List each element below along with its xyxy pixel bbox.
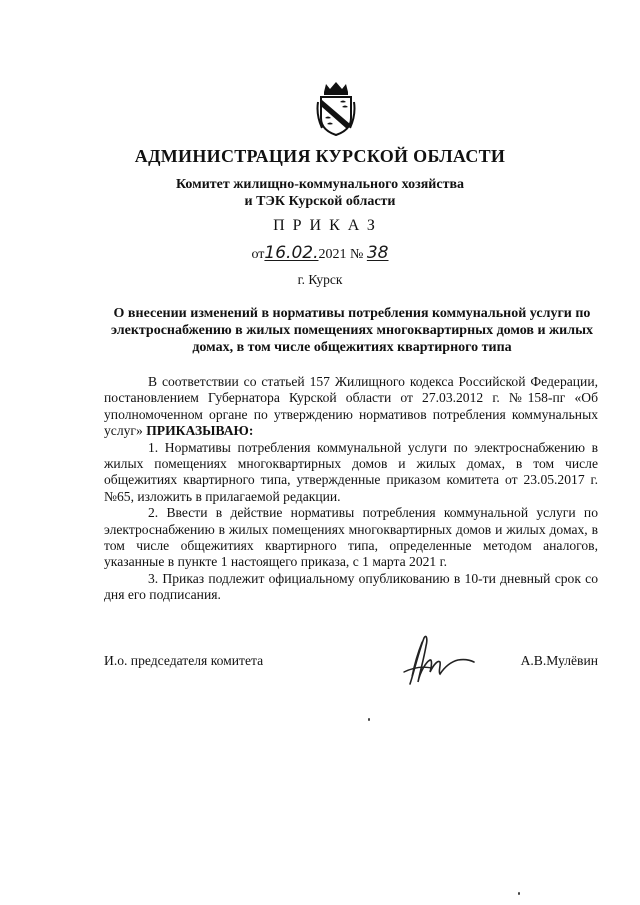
- date-number-line: [0, 243, 640, 263]
- date-prefix: от: [251, 247, 265, 262]
- signatory-name: А.В.Мулёвин: [520, 653, 598, 668]
- scan-speck: [368, 718, 370, 721]
- organization-title: АДМИНИСТРАЦИЯ КУРСКОЙ ОБЛАСТИ: [134, 146, 506, 166]
- committee-line-2: и ТЭК Курской области: [244, 194, 396, 209]
- handwritten-number: 38: [366, 243, 389, 263]
- committee-name: [0, 176, 640, 210]
- document-subject: О внесении изменений в нормативы потребления коммунальной услуги по электроснабжению в жилых помещениях многоквартирных домов и жилых домах, в том числе общежитиях квартирного типа: [110, 306, 594, 355]
- city: г. Курск: [297, 272, 343, 287]
- document-type: ПРИКАЗ: [273, 217, 383, 234]
- item-3: 3. Приказ подлежит официальному опубликованию в 10-ти дневный срок со дня его подписания.: [104, 570, 598, 603]
- intro-paragraph: [104, 374, 598, 440]
- committee-line-1: Комитет жилищно-коммунального хозяйства: [175, 177, 465, 192]
- handwritten-date: 16.02.: [264, 243, 319, 263]
- scan-speck: [518, 892, 520, 895]
- intro-text: В соответствии со статьей 157 Жилищного кодекса Российской Федерации, постановлением Губернатора Курской области от 27.03.2012 г. №158-пг «Об уполномоченном органе по утверждению нормативов потребления коммунальных услуг»: [104, 374, 598, 439]
- kursk-coat-of-arms-icon: [316, 80, 356, 136]
- handwritten-signature-icon: [396, 632, 476, 692]
- number-sign: №: [350, 247, 364, 262]
- signatory-role: И.о. председателя комитета: [104, 653, 264, 668]
- document-body: [104, 374, 598, 604]
- date-year: 2021: [318, 247, 347, 262]
- order-command: ПРИКАЗЫВАЮ:: [146, 423, 254, 439]
- item-1: 1. Нормативы потребления коммунальной услуги по электроснабжению в жилых помещениях многоквартирных домов и жилых домах, в том числе общежитиях квартирного типа, утвержденные приказом комитета от 23.05.2017 г. №65, изложить в прилагаемой редакции.: [104, 439, 598, 504]
- item-2: 2. Ввести в действие нормативы потребления коммунальной услуги по электроснабжению в жилых помещениях многоквартирных домов и жилых домах, в том числе общежитиях квартирного типа, определенные методом аналогов, указанные в пункте 1 настоящего приказа, с 1 марта 2021 г.: [104, 505, 598, 570]
